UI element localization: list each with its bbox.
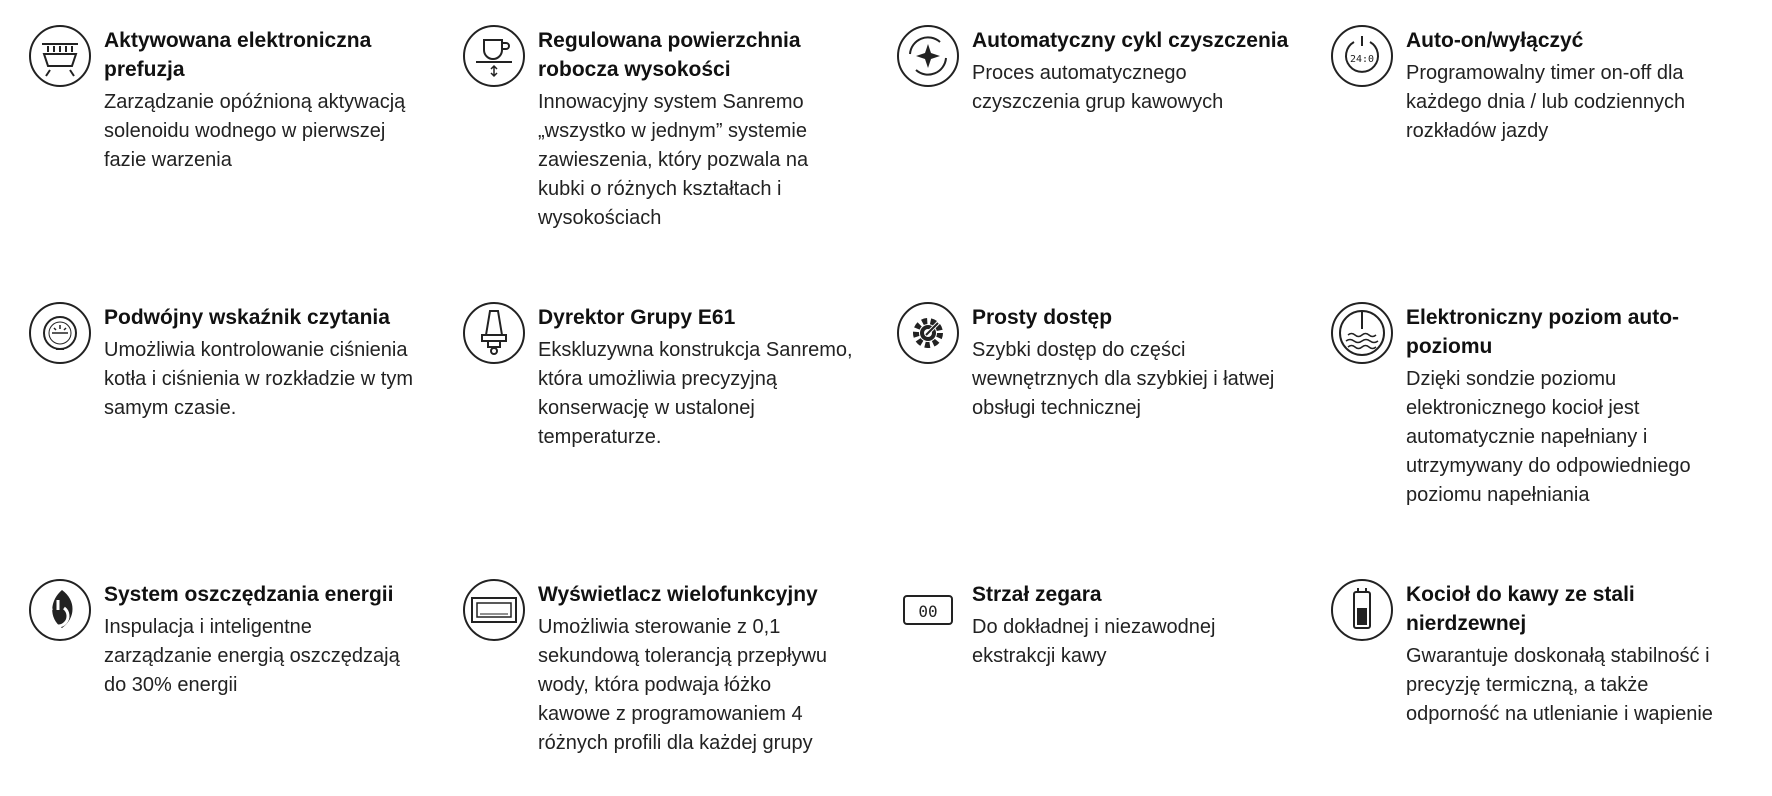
feature-description: Inspulacja i inteligentne zarządzanie energią oszczędzają do 30% energii: [104, 616, 400, 696]
feature-description: Ekskluzywna konstrukcja Sanremo, która umożliwia precyzyjną konserwację w ustalonej temperaturze.: [538, 339, 853, 448]
feature-title: System oszczędzania energii: [104, 583, 394, 606]
gauge-icon: [28, 301, 92, 365]
feature-description: Umożliwia sterowanie z 0,1 sekundową tolerancją przepływu wody, która podwaja łóżko kawowe z programowaniem 4 różnych profili dla każdej grupy: [538, 616, 828, 754]
water-level-icon: [1330, 301, 1394, 365]
energy-saving-icon: [28, 578, 92, 642]
clock-display-icon: [896, 578, 960, 642]
feature-description: Umożliwia kontrolowanie ciśnienia kotła i ciśnienia w rozkładzie w tym samym czasie.: [104, 339, 413, 419]
svg-text:00: 00: [918, 602, 938, 621]
gear-wrench-icon: [896, 301, 960, 365]
feature-description: Do dokładnej i niezawodnej ekstrakcji kawy: [972, 616, 1216, 667]
feature-title: Aktywowana elektroniczna prefuzja: [104, 29, 372, 81]
feature-description: Innowacyjny system Sanremo „wszystko w jednym” systemie zawieszenia, który pozwala na kubki o różnych kształtach i wysokościach: [538, 91, 809, 229]
feature-description: Proces automatycznego czyszczenia grup kawowych: [972, 62, 1224, 113]
feature-title: Podwójny wskaźnik czytania: [104, 306, 390, 329]
feature-description: Programowalny timer on-off dla każdego dnia / lub codziennych rozkładów jazdy: [1406, 62, 1686, 142]
feature-title: Kocioł do kawy ze stali nierdzewnej: [1406, 583, 1635, 635]
feature-description: Gwarantuje doskonałą stabilność i precyzję termiczną, a także odporność na utlenianie i wapienie: [1406, 645, 1713, 725]
feature-title: Dyrektor Grupy E61: [538, 306, 736, 329]
feature-title: Wyświetlacz wielofunkcyjny: [538, 583, 818, 606]
feature-description: Dzięki sondzie poziomu elektronicznego kocioł jest automatycznie napełniany i utrzymywany do odpowiedniego poziomu napełniania: [1406, 368, 1691, 506]
feature-description: Zarządzanie opóźnioną aktywacją solenoidu wodnego w pierwszej fazie warzenia: [104, 91, 406, 171]
svg-text:24:0: 24:0: [1349, 54, 1375, 65]
display-icon: [462, 578, 526, 642]
feature-title: Strzał zegara: [972, 583, 1102, 606]
feature-title: Auto-on/wyłączyć: [1406, 29, 1584, 52]
group-head-icon: [462, 301, 526, 365]
feature-description: Szybki dostęp do części wewnętrznych dla szybkiej i łatwej obsługi technicznej: [972, 339, 1275, 419]
timer-icon: [1330, 24, 1394, 88]
steel-boiler-icon: [1330, 578, 1394, 642]
feature-title: Automatyczny cykl czyszczenia: [972, 29, 1289, 52]
feature-title: Prosty dostęp: [972, 306, 1113, 329]
auto-cleaning-icon: [896, 24, 960, 88]
adjustable-height-icon: [462, 24, 526, 88]
feature-title: Elektroniczny poziom auto- poziomu: [1406, 306, 1680, 358]
feature-title: Regulowana powierzchnia robocza wysokości: [538, 29, 801, 81]
prefusion-icon: [28, 24, 92, 88]
